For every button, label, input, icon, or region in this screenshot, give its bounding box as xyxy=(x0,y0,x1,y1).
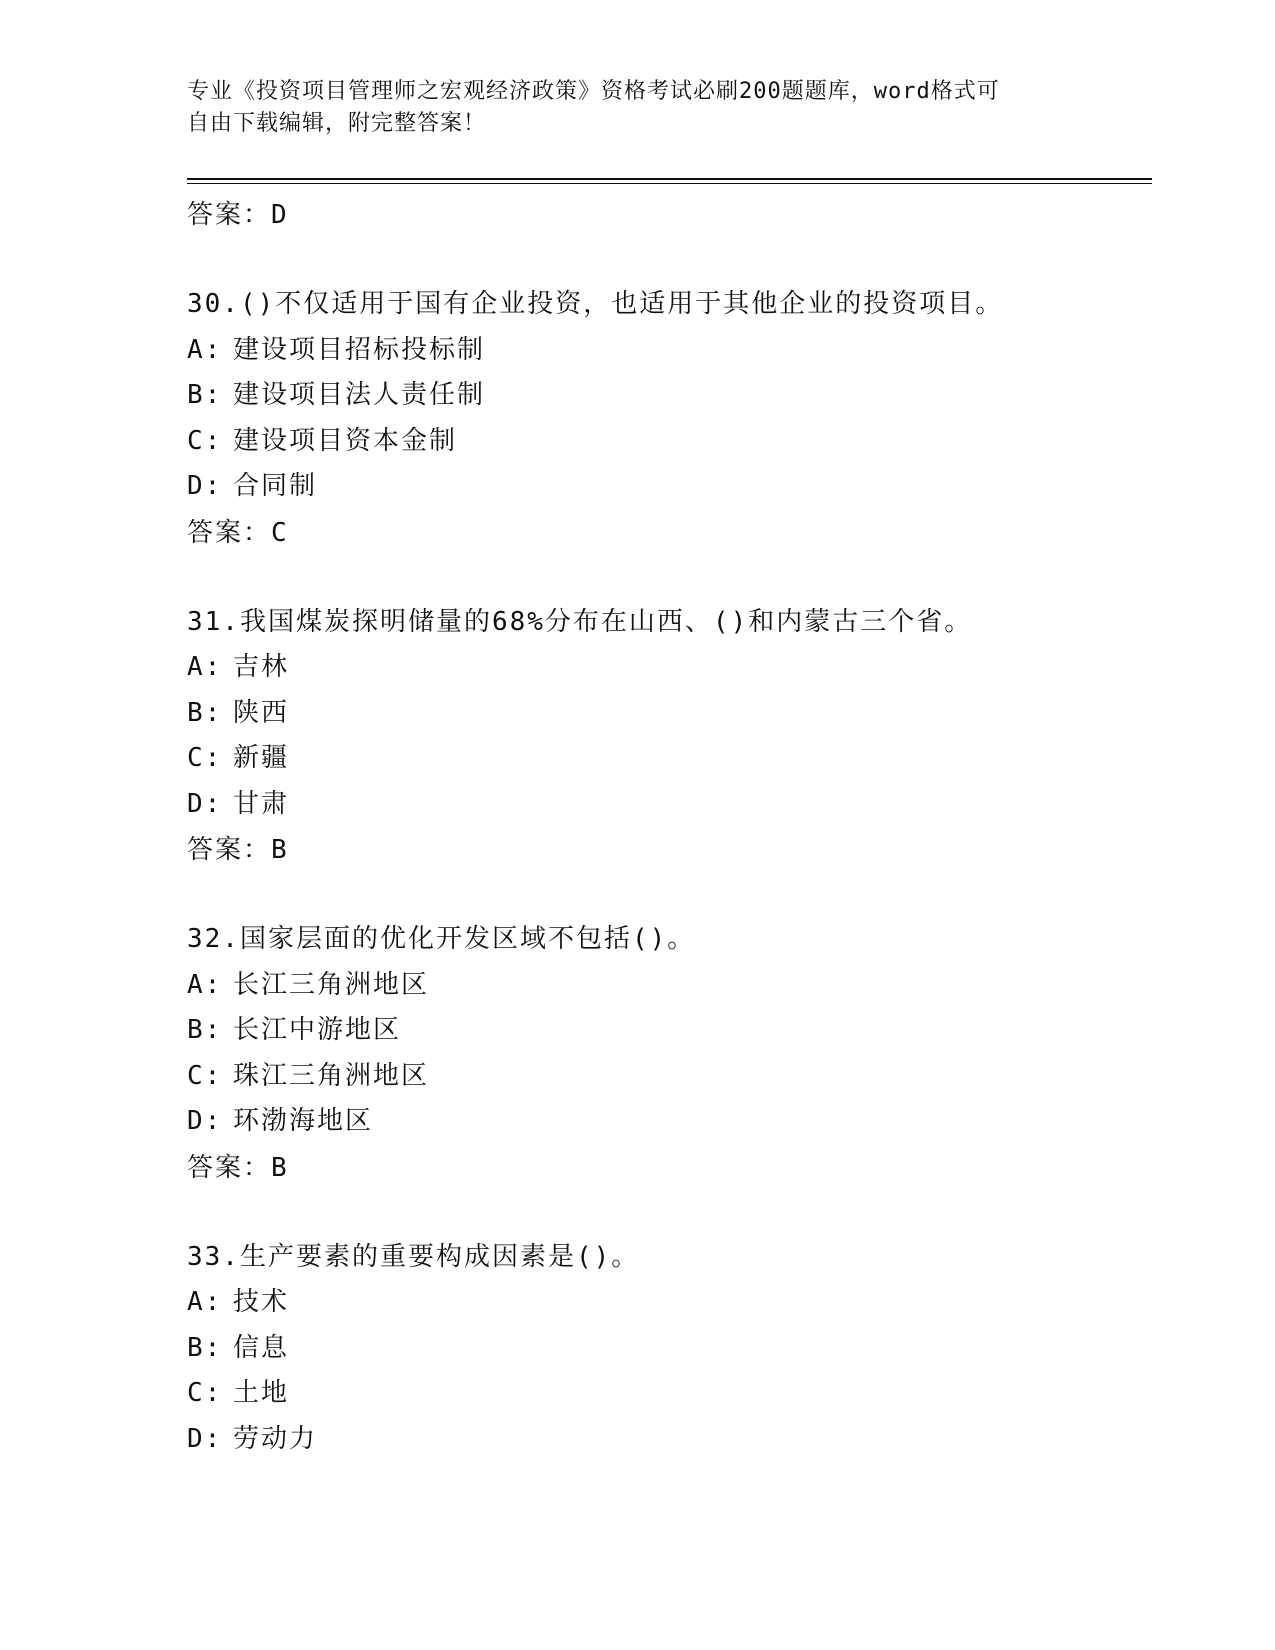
option-text: 技术 xyxy=(233,1287,290,1317)
question-stem: 32.国家层面的优化开发区域不包括()。 xyxy=(187,924,696,954)
answer-line xyxy=(187,510,1152,556)
answer-label: 答案： xyxy=(187,517,272,548)
option-key: C: xyxy=(187,1378,223,1408)
option-b xyxy=(187,373,1152,419)
option-text: 吉林 xyxy=(233,652,290,682)
option-key: C: xyxy=(187,1060,223,1091)
option-text: 建设项目资本金制 xyxy=(233,425,458,456)
option-text: 新疆 xyxy=(233,743,290,773)
answer-line xyxy=(187,827,1152,873)
page-header xyxy=(187,76,1067,140)
option-key: C: xyxy=(187,743,223,773)
question-list xyxy=(187,192,1152,1462)
question-stem: 33.生产要素的重要构成因素是()。 xyxy=(187,1241,640,1272)
option-key: B: xyxy=(187,380,223,410)
question-block xyxy=(187,600,1152,874)
option-text: 珠江三角洲地区 xyxy=(233,1060,430,1091)
option-text: 劳动力 xyxy=(233,1423,318,1454)
divider-line-thick xyxy=(187,178,1152,180)
option-key: B: xyxy=(187,1332,223,1363)
option-key: A: xyxy=(187,969,223,1000)
option-d xyxy=(187,1099,1152,1145)
header-line-2: 自由下载编辑，附完整答案！ xyxy=(187,111,487,136)
option-c xyxy=(187,736,1152,782)
answer-value: D xyxy=(271,200,289,230)
option-b xyxy=(187,691,1152,737)
answer-label: 答案： xyxy=(187,835,272,865)
option-key: C: xyxy=(187,425,223,456)
option-text: 建设项目招标投标制 xyxy=(233,334,486,365)
option-key: A: xyxy=(187,334,223,365)
option-text: 土地 xyxy=(233,1378,290,1408)
option-text: 信息 xyxy=(233,1332,290,1363)
option-d xyxy=(187,1417,1152,1463)
question-block xyxy=(187,917,1152,1191)
option-c xyxy=(187,419,1152,465)
option-text: 长江中游地区 xyxy=(233,1015,402,1045)
option-a xyxy=(187,645,1152,691)
option-a xyxy=(187,963,1152,1009)
question-stem: 30.()不仅适用于国有企业投资，也适用于其他企业的投资项目。 xyxy=(187,289,1004,319)
option-text: 陕西 xyxy=(233,697,290,728)
option-text: 环渤海地区 xyxy=(233,1106,374,1136)
answer-value: B xyxy=(271,835,289,865)
question-block xyxy=(187,1235,1152,1463)
option-a xyxy=(187,328,1152,374)
option-text: 建设项目法人责任制 xyxy=(233,380,486,410)
divider-line-thin xyxy=(187,183,1152,184)
answer-value: B xyxy=(271,1152,289,1183)
option-text: 甘肃 xyxy=(233,788,290,819)
answer-value: C xyxy=(271,517,289,548)
option-c xyxy=(187,1054,1152,1100)
option-key: A: xyxy=(187,652,223,682)
option-key: B: xyxy=(187,697,223,728)
option-b xyxy=(187,1326,1152,1372)
option-text: 合同制 xyxy=(233,471,318,501)
option-d xyxy=(187,464,1152,510)
answer-line xyxy=(187,1145,1152,1191)
question-stem: 31.我国煤炭探明储量的68%分布在山西、()和内蒙古三个省。 xyxy=(187,606,973,637)
option-a xyxy=(187,1280,1152,1326)
answer-label: 答案： xyxy=(187,1152,272,1183)
option-key: D: xyxy=(187,788,223,819)
answer-line xyxy=(187,192,1152,238)
answer-label: 答案： xyxy=(187,200,272,230)
option-key: D: xyxy=(187,1423,223,1454)
option-c xyxy=(187,1371,1152,1417)
option-b xyxy=(187,1008,1152,1054)
option-key: D: xyxy=(187,1106,223,1136)
header-line-1: 专业《投资项目管理师之宏观经济政策》资格考试必刷200题题库，word格式可 xyxy=(187,79,1000,104)
option-text: 长江三角洲地区 xyxy=(233,969,430,1000)
option-key: B: xyxy=(187,1015,223,1045)
question-block xyxy=(187,282,1152,556)
option-key: A: xyxy=(187,1287,223,1317)
header-divider xyxy=(187,178,1152,184)
option-key: D: xyxy=(187,471,223,501)
option-d xyxy=(187,782,1152,828)
